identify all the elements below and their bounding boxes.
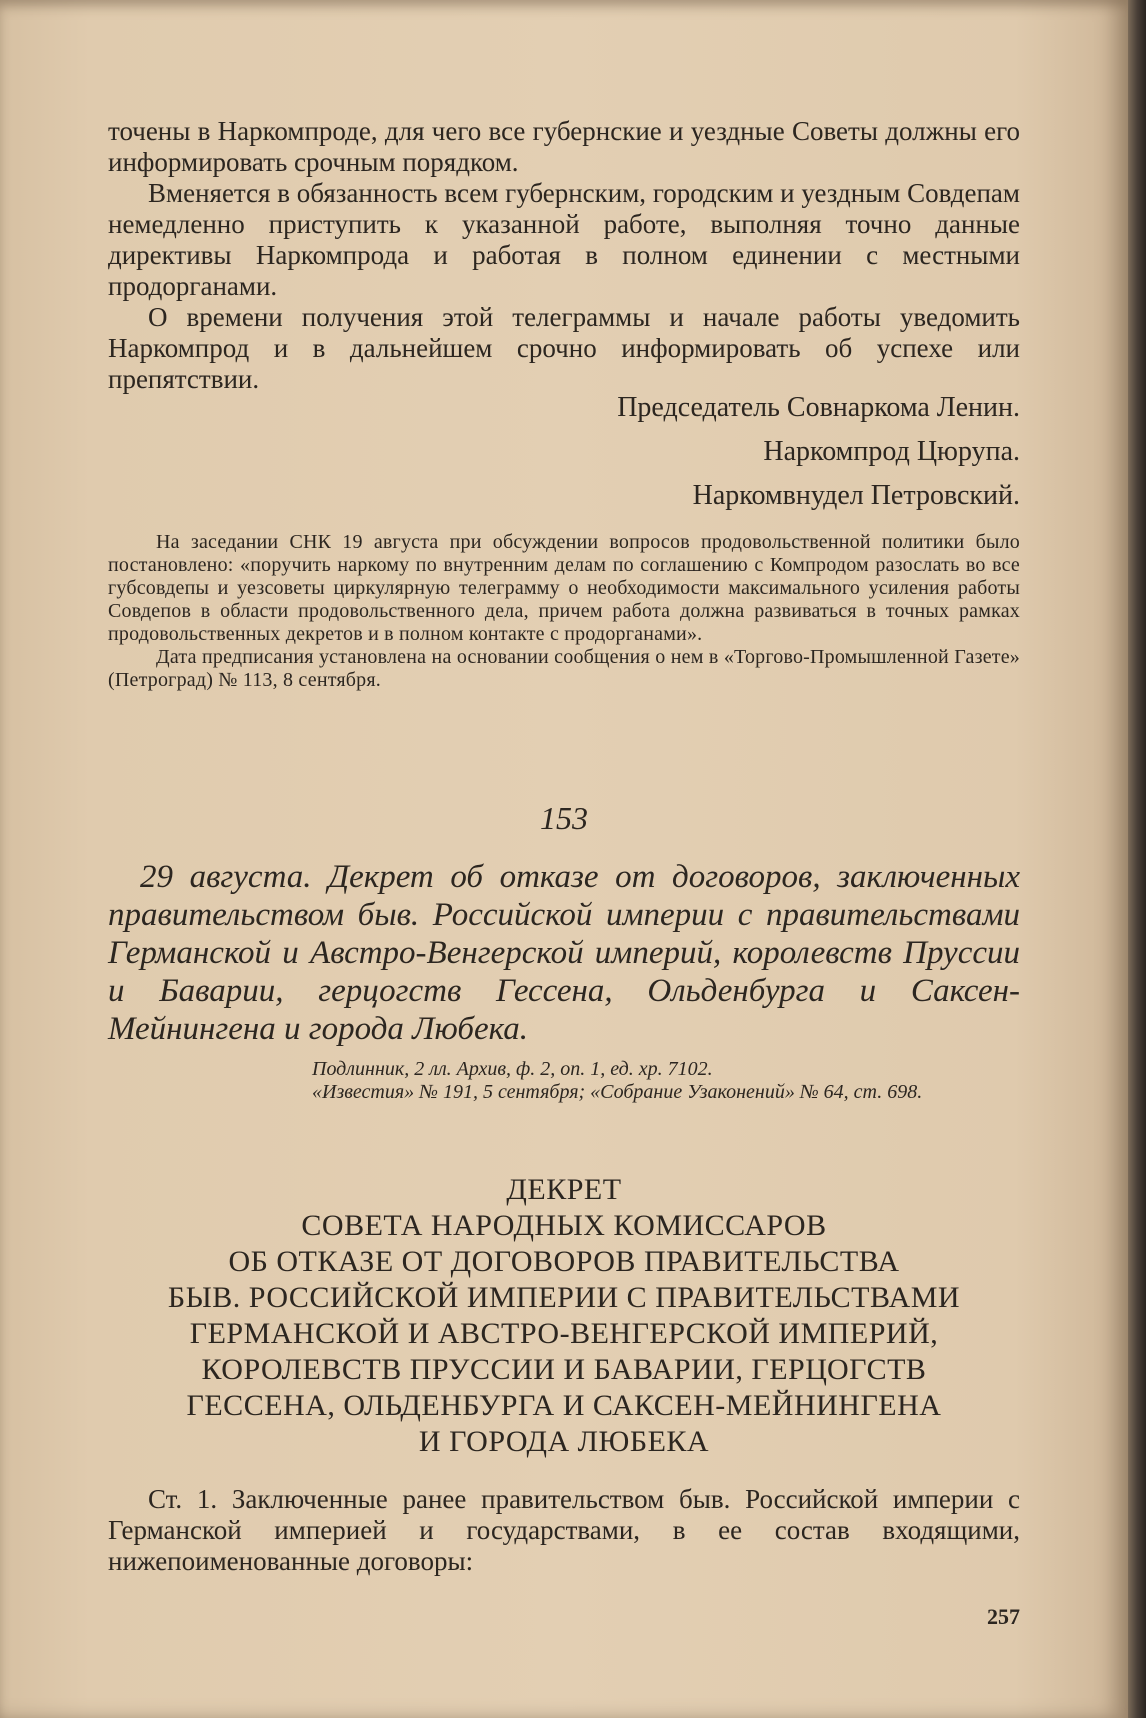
decree-title-line: И ГОРОДА ЛЮБЕКА [418,1425,710,1458]
decree-title-line: КОРОЛЕВСТВ ПРУССИИ И БАВАРИИ, ГЕРЦОГСТВ [201,1353,927,1386]
decree-title-line: ГЕРМАНСКОЙ И АВСТРО-ВЕНГЕРСКОЙ ИМПЕРИЙ, [189,1317,939,1350]
page-number: 257 [987,1604,1020,1629]
paragraph-notification: О времени получения этой телеграммы и начале работы уведомить Наркомпрод и в дальнейшем срочно информировать об успехе или препятствии. [108,302,1020,394]
top-text [108,116,1020,395]
article-1-text: Ст. 1. Заключенные ранее правительством быв. Российской империи с Германской империей и государствами, в ее состав входящими, нижепоименованные договоры: [108,1484,1020,1576]
source-publications: «Известия» № 191, 5 сентября; «Собрание Узаконений» № 64, ст. 698. [312,1081,923,1103]
document-heading-text: 29 августа. Декрет об отказе от договоров, заключенных правительством быв. Российской империи с правительствами Германской и Австро-Венгерской империй, королевств Пруссии и Баварии, герцогств Гессена, Ольденбурга и Саксен-Мейнингена и города Любека. [108,859,1020,1047]
decree-title [108,1172,1020,1460]
signature-lenin: Председатель Совнаркома Ленин. [617,392,1020,423]
decree-title-line: ГЕССЕНА, ОЛЬДЕНБУРГА И САКСЕН-МЕЙНИНГЕНА [186,1389,942,1422]
decree-title-line: ДЕКРЕТ [506,1173,622,1206]
document-number: 153 [540,800,588,836]
decree-title-line: СОВЕТА НАРОДНЫХ КОМИССАРОВ [301,1209,827,1242]
editorial-note [108,531,1020,692]
source-reference [258,1058,1020,1104]
paragraph-obligation: Вменяется в обязанность всем губернским, городским и уездным Совдепам немедленно приступить к указанной работе, выполняя точно данные директивы Наркомпрода и работая в полном единении с местными продорганами. [108,178,1020,301]
decree-title-line: БЫВ. РОССИЙСКОЙ ИМПЕРИИ С ПРАВИТЕЛЬСТВАМИ [167,1281,961,1314]
note-paragraph-date: Дата предписания установлена на основании сообщения о нем в «Торгово-Промышленной Газете» (Петроград) № 113, 8 сентября. [108,646,1020,691]
book-spine [1128,0,1146,1718]
document-heading [108,858,1020,1048]
paragraph-continuation: точены в Наркомпроде, для чего все губернские и уездные Советы должны его информировать срочным порядком. [108,116,1020,177]
decree-title-line: ОБ ОТКАЗЕ ОТ ДОГОВОРОВ ПРАВИТЕЛЬСТВА [228,1245,900,1278]
note-paragraph-snk: На заседании СНК 19 августа при обсуждении вопросов продовольственной политики было постановлено: «поручить наркому по внутренним делам по соглашению с Компродом разослать во все губсовдепы и уезсоветы циркулярную телеграмму о необходимости максимального усиления работы Совдепов в области продовольственного дела, причем работа должна развиваться в точных рамках продовольственных декретов и в полном контакте с продорганами». [108,531,1020,645]
signature-petrovsky: Наркомвнудел Петровский. [692,480,1020,511]
source-archive: Подлинник, 2 лл. Архив, ф. 2, оп. 1, ед. хр. 7102. [312,1058,713,1080]
article-1 [108,1484,1020,1577]
signature-tsyurupa: Наркомпрод Цюрупа. [763,436,1020,467]
